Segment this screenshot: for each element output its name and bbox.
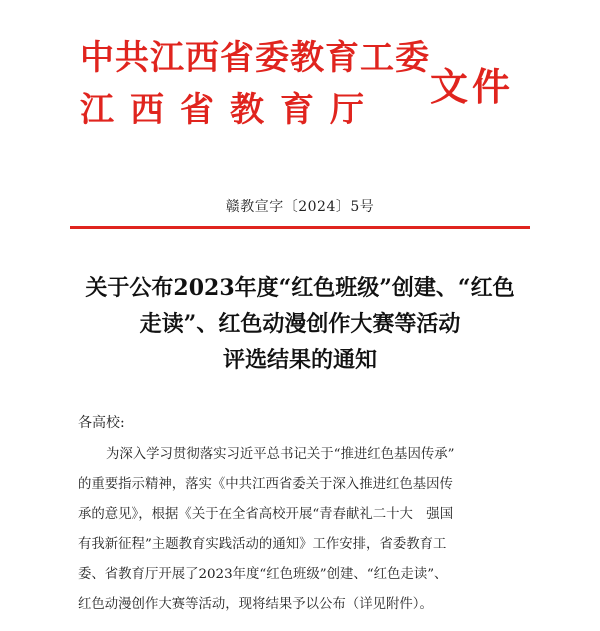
body-line-4: 有我新征程”主题教育实践活动的通知》工作安排，省委教育工 [78, 537, 447, 552]
body-line-6: 红色动漫创作大赛等活动，现将结果予以公布（详见附件）。 [78, 597, 433, 612]
document-number: 赣教宣字〔2024〕5号 [225, 199, 375, 215]
red-header [0, 0, 600, 140]
doc-type-label: 文件 [430, 64, 515, 109]
body-line-1: 为深入学习贯彻落实习近平总书记关于“推进红色基因传承” [106, 447, 455, 462]
body-line-2: 的重要指示精神，落实《中共江西省委关于深入推进红色基因传 [78, 477, 453, 492]
title-line-1: 关于公布2023年度“红色班级”创建、“红色 [85, 275, 515, 301]
body-line-3: 承的意见》，根据《关于在全省高校开展“青春献礼二十大 强国 [78, 507, 454, 522]
body-paragraph [78, 440, 548, 620]
salutation: 各高校: [78, 415, 125, 431]
issuer-line-1: 中共江西省委教育工委 [80, 38, 430, 78]
issuer-line-2: 江西省教育厅 [80, 90, 380, 130]
body-line-5: 委、省教育厅开展了2023年度“红色班级”创建、“红色走读”、 [78, 567, 448, 582]
red-divider [70, 226, 530, 229]
document-title [0, 270, 600, 378]
title-line-3: 评选结果的通知 [222, 347, 377, 373]
title-line-2: 走读”、红色动漫创作大赛等活动 [139, 311, 461, 337]
